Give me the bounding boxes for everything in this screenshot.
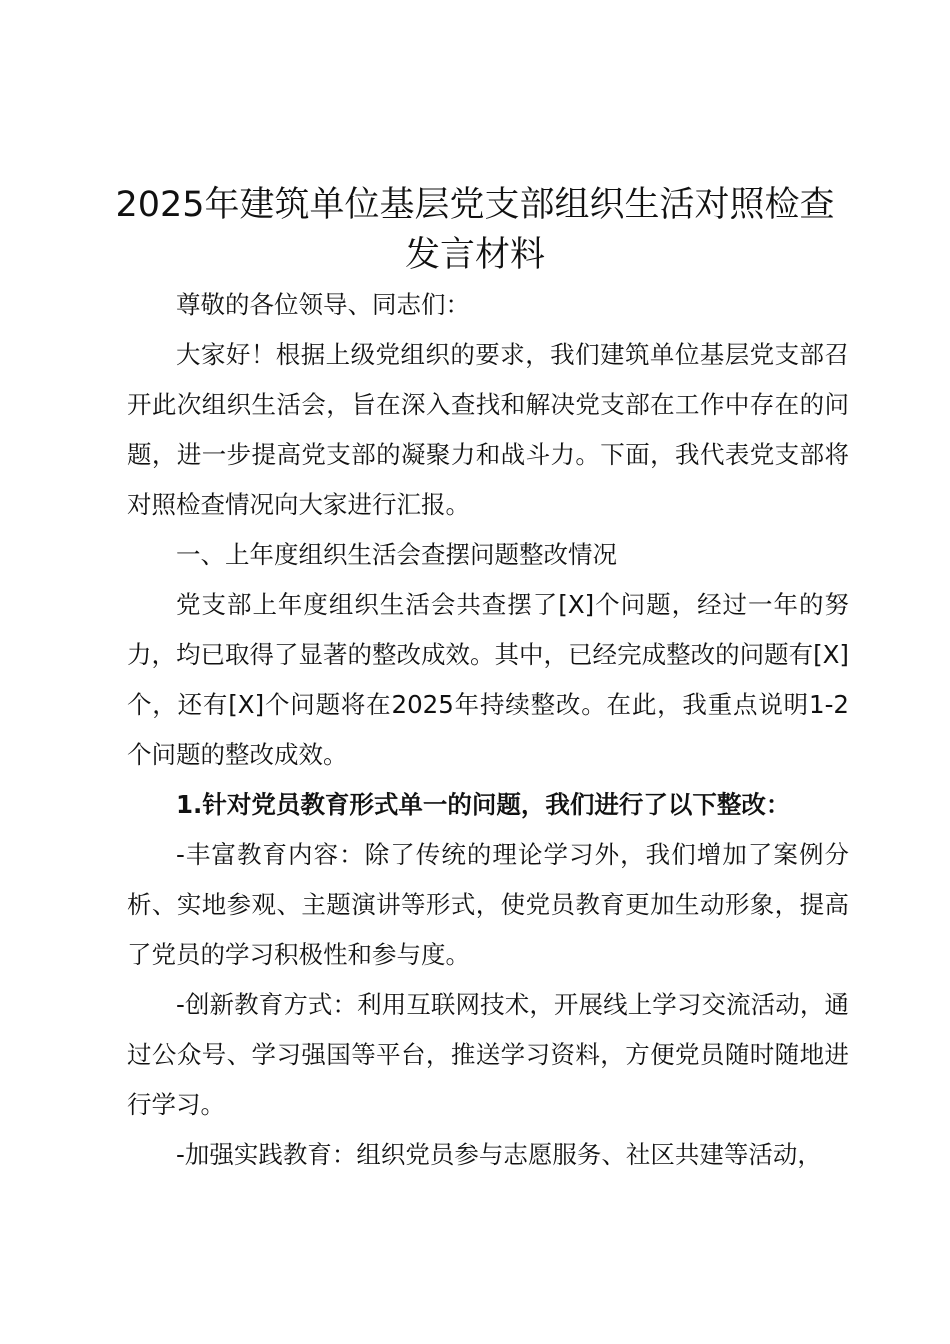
section-heading-1: 一、上年度组织生活会查摆问题整改情况 <box>176 540 617 569</box>
subsection-heading-1: 1.针对党员教育形式单一的问题，我们进行了以下整改： <box>176 790 791 819</box>
measure-paragraph-practice: -加强实践教育：组织党员参与志愿服务、社区共建等活动， <box>176 1140 822 1169</box>
salutation-paragraph: 尊敬的各位领导、同志们： <box>176 290 470 319</box>
measure-paragraph-content: -丰富教育内容：除了传统的理论学习外，我们增加了案例分析、实地参观、主题演讲等形式，使党员教育更加生动形象，提高了党员的学习积极性和参与度。 <box>127 840 849 969</box>
summary-paragraph: 党支部上年度组织生活会共查摆了[X]个问题，经过一年的努力，均已取得了显著的整改成效。其中，已经完成整改的问题有[X]个，还有[X]个问题将在2025年持续整改。在此，我重点说明1-2个问题的整改成效。 <box>127 590 849 769</box>
greeting-paragraph: 大家好！根据上级党组织的要求，我们建筑单位基层党支部召开此次组织生活会，旨在深入查找和解决党支部在工作中存在的问题，进一步提高党支部的凝聚力和战斗力。下面，我代表党支部将对照检查情况向大家进行汇报。 <box>127 340 849 519</box>
document-title: 2025年建筑单位基层党支部组织生活对照检查发言材料 <box>115 185 835 275</box>
measure-paragraph-method: -创新教育方式：利用互联网技术，开展线上学习交流活动，通过公众号、学习强国等平台，推送学习资料，方便党员随时随地进行学习。 <box>127 990 849 1119</box>
document-body <box>127 280 849 1180</box>
